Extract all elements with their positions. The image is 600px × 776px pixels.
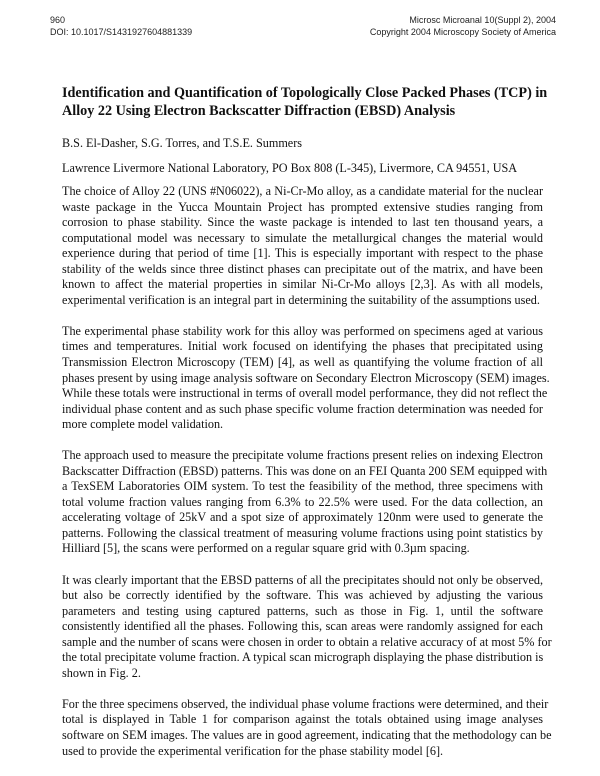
paragraph-line: For the three specimens observed, the individual phase volume fractions were determined, and their <box>62 696 549 711</box>
paragraph-line: times and temperatures. Initial work focused on identifying the phases that precipitated using <box>62 339 543 354</box>
paragraph-line: waste package in the Yucca Mountain Project has prompted extensive studies ranging from <box>62 199 543 214</box>
paragraph-line: the total precipitate volume fraction. A typical scan micrograph displaying the phase distribution is <box>62 650 544 665</box>
paragraph-line: corrosion to phase stability. Since the waste package is intended to last ten thousand years, a <box>62 215 543 230</box>
paragraph-line: more complete model validation. <box>62 417 224 432</box>
paragraph-line: total is displayed in Table 1 for comparison against the totals obtained using image analyses <box>62 712 543 727</box>
paragraph-line: stability of the welds since three distinct phases can precipitate out of the matrix, and have been <box>62 261 543 276</box>
paragraph-line: a TexSEM Laboratories OIM system. To test the feasibility of the method, three specimens with <box>62 479 543 494</box>
paragraph-line: software on SEM images. The values are in good agreement, indicating that the methodology can be <box>62 727 552 742</box>
paragraph-line: computational model was necessary to simulate the metallurgical changes the material would <box>62 230 543 245</box>
paragraph-line: known to affect the material properties in similar Ni-Cr-Mo alloys [2,3]. As with all models, <box>62 277 543 292</box>
paragraph-line: total volume fraction values ranging from 6.3% to 22.5% were used. For the data collection, an <box>62 494 543 509</box>
paragraph-line: Hilliard [5], the scans were performed on a regular square grid with 0.3µm spacing. <box>62 541 470 556</box>
article-body <box>62 84 552 759</box>
paragraph-line: While these totals were instructional in terms of overall model performance, they did not reflect the <box>62 386 548 401</box>
page-header-right <box>370 14 556 38</box>
paragraph-line: experimental verification is an integral part in determining the suitability of the assumptions used. <box>62 292 540 307</box>
paragraph-line: experience during that period of time [1]. This is especially important with respect to the phase <box>62 246 543 261</box>
paragraph-line: The experimental phase stability work for this alloy was performed on specimens aged at various <box>62 323 543 338</box>
paragraph-line: Transmission Electron Microscopy (TEM) [4], as well as quantifying the volume fraction of all <box>62 354 543 369</box>
authors: B.S. El-Dasher, S.G. Torres, and T.S.E. Summers <box>62 136 303 150</box>
paragraph <box>62 696 552 759</box>
paragraph-line: patterns. Following the classical treatment of measuring volume fractions using point statistics by <box>62 525 543 540</box>
title-line: Identification and Quantification of Topologically Close Packed Phases (TCP) in <box>62 85 548 101</box>
paragraph-line: individual phase content and as such phase specific volume fraction determination was needed for <box>62 401 543 416</box>
paragraph-line: consistently identified all the phases. Following this, scan areas were randomly assigned for each <box>62 619 543 634</box>
title-line: Alloy 22 Using Electron Backscatter Diffraction (EBSD) Analysis <box>62 103 456 119</box>
paragraph-line: shown in Fig. 2. <box>62 665 141 680</box>
affiliation: Lawrence Livermore National Laboratory, PO Box 808 (L-345), Livermore, CA 94551, USA <box>62 160 518 175</box>
paragraph-line: Backscatter Diffraction (EBSD) patterns. This was done on an FEI Quanta 200 SEM equipped with <box>62 463 548 478</box>
paragraph <box>62 572 552 682</box>
paragraph <box>62 184 543 308</box>
doi: DOI: 10.1017/S1431927604881339 <box>50 27 193 37</box>
copyright: Copyright 2004 Microscopy Society of America <box>369 27 556 37</box>
paragraph-line: parameters and testing using captured patterns, such as those in Fig. 1, until the software <box>62 603 543 618</box>
paragraphs <box>62 184 552 759</box>
page-number: 960 <box>50 15 66 25</box>
paragraph-line: It was clearly important that the EBSD patterns of all the precipitates should not only be observed, <box>62 572 543 587</box>
journal-citation: Microsc Microanal 10(Suppl 2), 2004 <box>409 15 556 25</box>
paragraph-line: used to provide the experimental verification for the phase stability model [6]. <box>62 743 444 758</box>
page-header-left <box>50 14 192 38</box>
paragraph-line: sample and the number of scans were chosen in order to obtain a relative accuracy of at most 5% for <box>62 634 552 649</box>
paragraph <box>62 448 548 557</box>
paragraph <box>62 323 550 433</box>
paragraph-line: accelerating voltage of 25kV and a spot size of approximately 120nm were used to generate the <box>62 510 543 525</box>
paragraph-line: The approach used to measure the precipitate volume fractions present relies on indexing Electron <box>62 448 543 463</box>
article-title <box>62 84 548 120</box>
paragraph-line: The choice of Alloy 22 (UNS #N06022), a Ni-Cr-Mo alloy, as a candidate material for the nuclear <box>62 184 543 198</box>
paragraph-line: phases present by using image analysis software on Secondary Electron Microscopy (SEM) images. <box>62 370 550 385</box>
paragraph-line: but also be correctly identified by the software. This was achieved by adjusting the various <box>62 588 543 603</box>
